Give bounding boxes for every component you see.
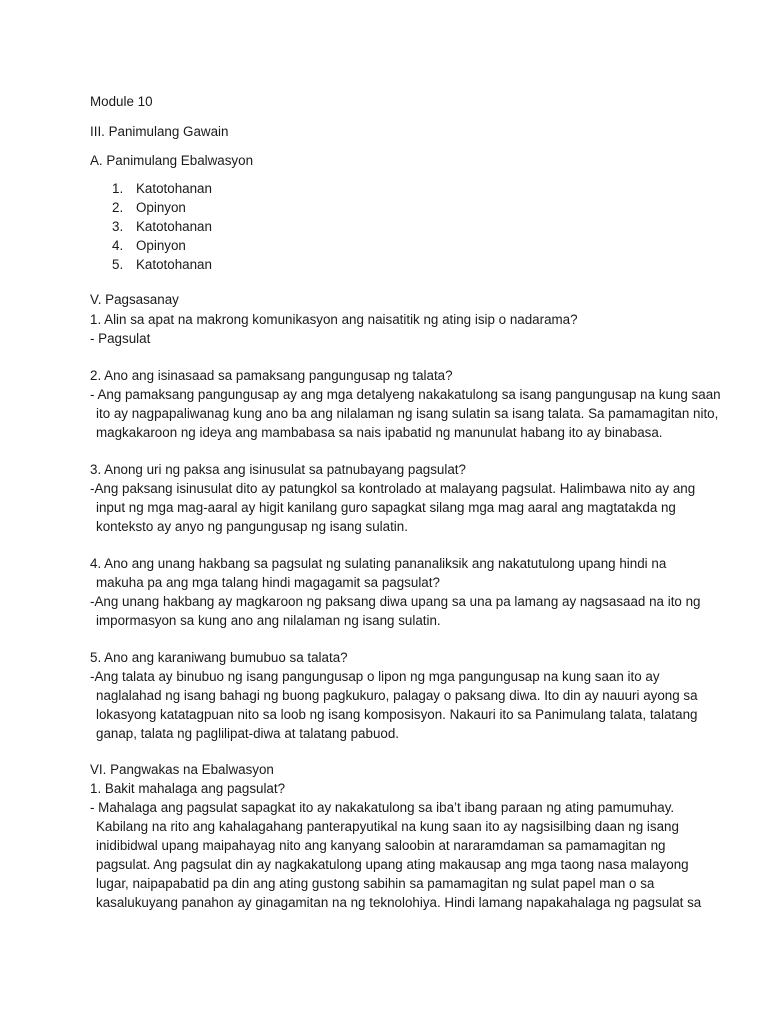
question-2: 2. Ano ang isinasaad sa pamaksang pangungusap ng talata? — [90, 368, 453, 383]
question-3: 3. Anong uri ng paksa ang isinusulat sa patnubayang pagsulat? — [90, 462, 466, 477]
list-number: 5. — [112, 257, 124, 272]
question-5: 5. Ano ang karaniwang bumubuo sa talata? — [90, 650, 348, 665]
question-4-line: makuha pa ang mga talang hindi magagamit sa pagsulat? — [96, 575, 440, 590]
list-number: 4. — [112, 238, 124, 253]
vi-answer-1-line: lugar, naipapabatid pa din ang ating gustong sabihin sa pamamagitan ng sulat papel man o sa — [96, 876, 655, 891]
list-text: Opinyon — [136, 200, 186, 215]
section-heading-a: A. Panimulang Ebalwasyon — [90, 153, 254, 168]
answer-3-line: input ng mga mag-aaral ay higit kanilang guro sapagkat silang mga mag aaral ang magtatakda ng — [96, 500, 676, 515]
list-text: Opinyon — [136, 238, 186, 253]
vi-answer-1-line: kasalukuyang panahon ay ginagamitan na ng teknolohiya. Hindi lamang napakahalaga ng pagsulat sa — [96, 895, 702, 910]
vi-answer-1-line: - Mahalaga ang pagsulat sapagkat ito ay nakakatulong sa iba’t ibang paraan ng ating pamumuhay. — [90, 800, 675, 815]
answer-4-line: -Ang unang hakbang ay magkaroon ng paksang diwa upang sa una pa lamang ay nagsasaad na ito ng — [90, 594, 701, 609]
vi-answer-1-line: inidibidwal upang maipahayag nito ang kanyang saloobin at nararamdaman sa pamamagitan ng — [96, 838, 666, 853]
answer-5-line: -Ang talata ay binubuo ng isang pangungusap o lipon ng mga pangungusap na kung saan ito ay — [90, 669, 660, 684]
list-number: 1. — [112, 181, 124, 196]
answer-5-line: naglalahad ng isang bahagi ng buong pagkukuro, palagay o paksang diwa. Ito din ay nauuri ayong sa — [96, 688, 698, 703]
module-title: Module 10 — [90, 94, 153, 109]
vi-answer-1-line: Kabilang na rito ang kahalagahang panterapyutikal na kung saan ito ay nagsisilbing daan ng isang — [96, 819, 679, 834]
answer-5-line: lokasyong katatagpuan nito sa loob ng isang komposisyon. Nakauri ito sa Panimulang talata, talatang — [96, 707, 698, 722]
answer-4-line: impormasyon sa kung ano ang nilalaman ng isang sulatin. — [96, 613, 441, 628]
list-number: 2. — [112, 200, 124, 215]
list-number: 3. — [112, 219, 124, 234]
answer-2-line: magkakaroon ng ideya ang mambabasa sa nais ipabatid ng manunulat habang ito ay binabasa. — [96, 425, 663, 440]
list-text: Katotohanan — [136, 257, 212, 272]
section-heading-iii: III. Panimulang Gawain — [90, 124, 229, 139]
list-text: Katotohanan — [136, 181, 212, 196]
list-text: Katotohanan — [136, 219, 212, 234]
answer-3-line: konteksto ay anyo ng pangungusap ng isang sulatin. — [96, 519, 408, 534]
answer-5-line: ganap, talata ng paglilipat-diwa at talatang pabuod. — [96, 726, 400, 741]
answer-2-line: - Ang pamaksang pangungusap ay ang mga detalyeng nakakatulong sa isang pangungusap na kung saan — [90, 387, 721, 402]
answer-2-line: ito ay nagpapaliwanag kung ano ba ang nilalaman ng isang sulatin sa isang talata. Sa pamamagitan nito, — [96, 406, 719, 421]
question-1: 1. Alin sa apat na makrong komunikasyon ang naisatitik ng ating isip o nadarama? — [90, 312, 578, 327]
vi-question-1: 1. Bakit mahalaga ang pagsulat? — [90, 781, 286, 796]
vi-answer-1-line: pagsulat. Ang pagsulat din ay nagkakatulong upang ating makausap ang mga taong nasa malayong — [96, 857, 689, 872]
question-4-line: 4. Ano ang unang hakbang sa pagsulat ng sulating pananaliksik ang nakatutulong upang hindi na — [90, 556, 667, 571]
answer-3-line: -Ang paksang isinusulat dito ay patungkol sa kontrolado at malayang pagsulat. Halimbawa nito ay ang — [90, 481, 696, 496]
answer-1: - Pagsulat — [90, 331, 151, 346]
section-heading-vi: VI. Pangwakas na Ebalwasyon — [90, 762, 274, 777]
section-heading-v: V. Pagsasanay — [90, 292, 179, 307]
